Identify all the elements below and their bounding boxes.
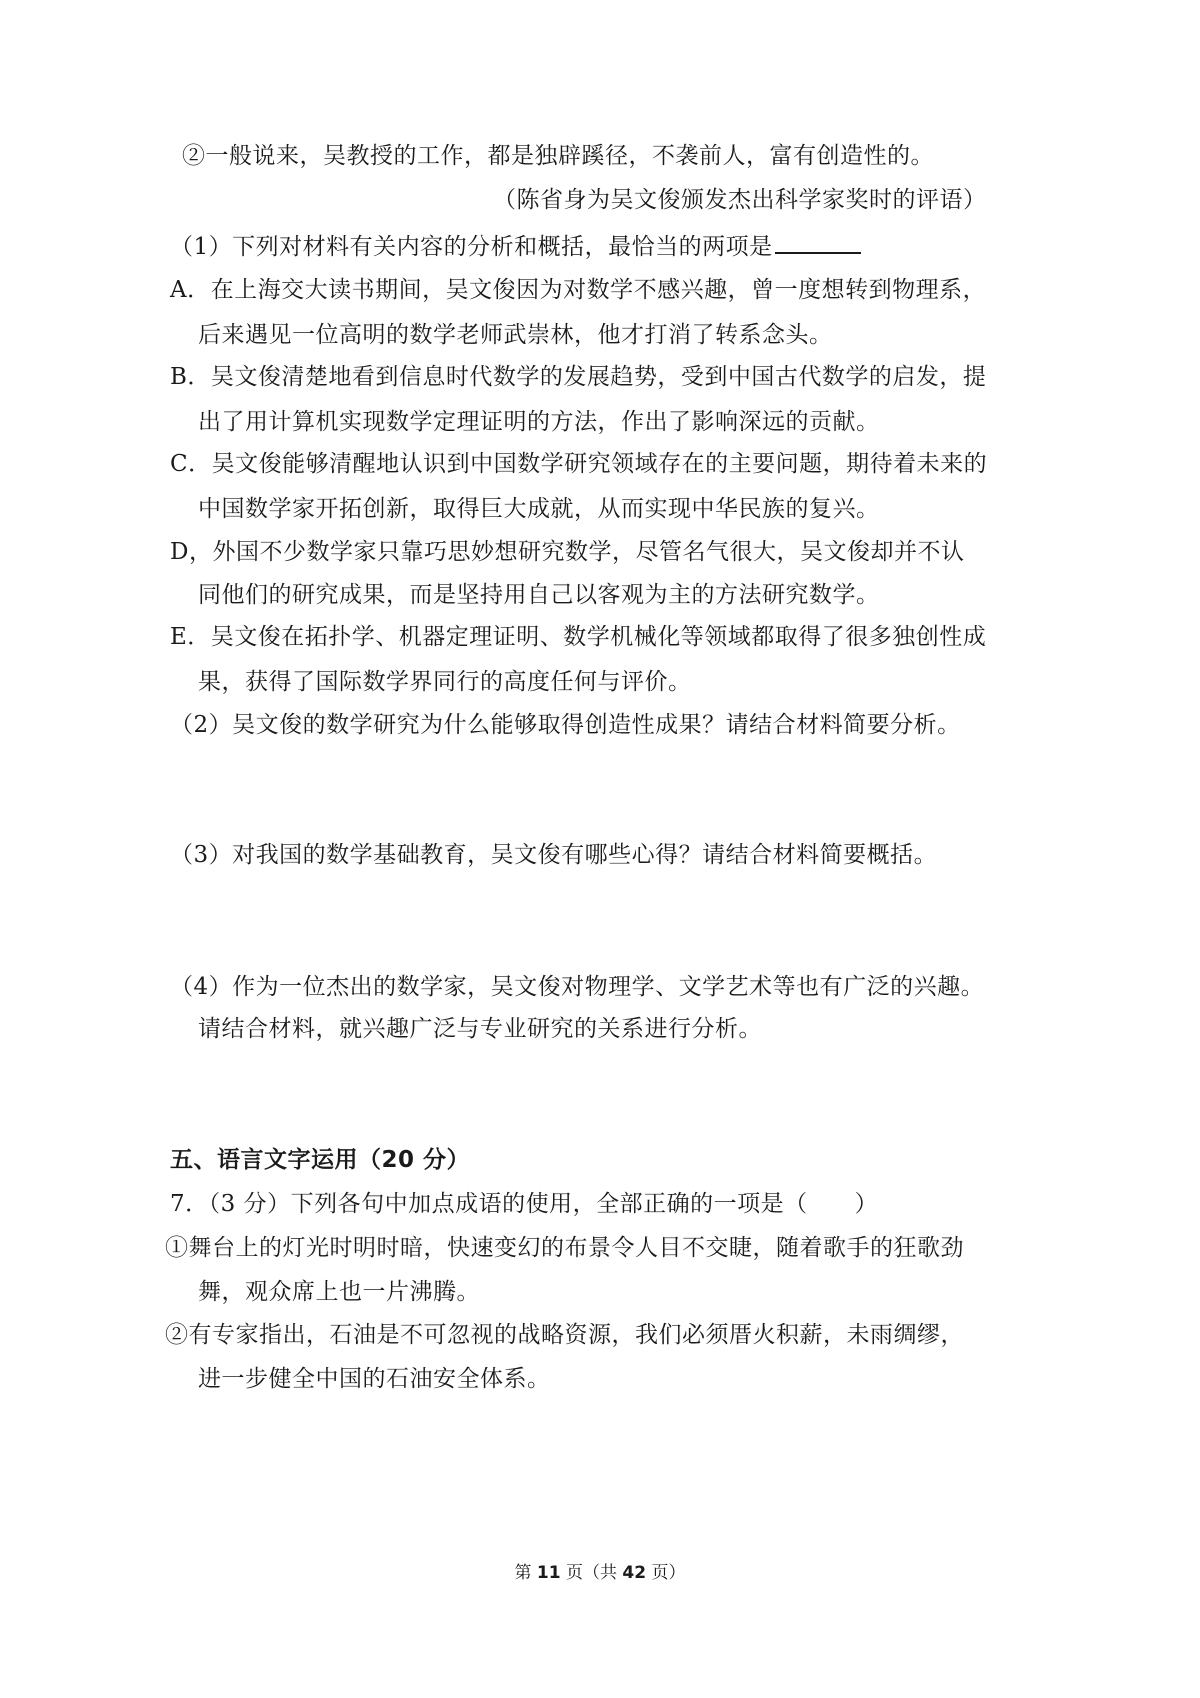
question-7-item-2-line-1: ②有专家指出，石油是不可忽视的战略资源，我们必须厝火积薪，未雨绸缪，: [165, 1322, 964, 1348]
material-quote-2: ②一般说来，吴教授的工作，都是独辟蹊径，不袭前人，富有创造性的。: [182, 143, 934, 169]
question-7-stem: 7．（3 分）下列各句中加点成语的使用，全部正确的一项是（ ）: [170, 1191, 879, 1217]
question-4-line-1: （4）作为一位杰出的数学家，吴文俊对物理学、文学艺术等也有广泛的兴趣。: [170, 974, 985, 1000]
material-attribution: （陈省身为吴文俊颁发杰出科学家奖时的评语）: [493, 187, 987, 213]
question-2: （2）吴文俊的数学研究为什么能够取得创造性成果？请结合材料简要分析。: [170, 712, 961, 738]
option-a-line-1: A．在上海交大读书期间，吴文俊因为对数学不感兴趣，曾一度想转到物理系，: [170, 277, 987, 303]
question-1-stem: [170, 230, 861, 262]
option-e-line-2: 果，获得了国际数学界同行的高度任何与评价。: [198, 669, 692, 695]
option-a-line-2: 后来遇见一位高明的数学老师武崇林，他才打消了转系念头。: [198, 322, 833, 348]
question-3: （3）对我国的数学基础教育，吴文俊有哪些心得？请结合材料简要概括。: [170, 842, 938, 868]
question-4-line-2: 请结合材料，就兴趣广泛与专业研究的关系进行分析。: [198, 1016, 762, 1042]
option-b-line-2: 出了用计算机实现数学定理证明的方法，作出了影响深远的贡献。: [198, 409, 880, 435]
footer-prefix: 第: [514, 1563, 532, 1583]
page-footer: [0, 1562, 1200, 1584]
option-e-line-1: E．吴文俊在拓扑学、机器定理证明、数学机械化等领域都取得了很多独创性成: [170, 624, 987, 650]
footer-page-number: 11: [536, 1563, 561, 1583]
footer-suffix: 页）: [651, 1563, 686, 1583]
section-5-title: 五、语言文字运用（20 分）: [170, 1147, 471, 1173]
option-c-line-2: 中国数学家开拓创新，取得巨大成就，从而实现中华民族的复兴。: [198, 496, 880, 522]
question-1-text: （1）下列对材料有关内容的分析和概括，最恰当的两项是: [170, 234, 773, 260]
question-7-item-1-line-1: ①舞台上的灯光时明时暗，快速变幻的布景令人目不交睫，随着歌手的狂歌劲: [165, 1235, 964, 1261]
question-7-item-1-line-2: 舞，观众席上也一片沸腾。: [198, 1279, 480, 1305]
option-d-line-2: 同他们的研究成果，而是坚持用自己以客观为主的方法研究数学。: [198, 582, 880, 608]
footer-mid: 页（共: [566, 1563, 617, 1583]
footer-total-pages: 42: [622, 1563, 647, 1583]
answer-blank: [775, 230, 861, 254]
option-b-line-1: B．吴文俊清楚地看到信息时代数学的发展趋势，受到中国古代数学的启发，提: [170, 364, 987, 390]
question-7-item-2-line-2: 进一步健全中国的石油安全体系。: [198, 1366, 551, 1392]
option-d-line-1: D，外国不少数学家只靠巧思妙想研究数学，尽管名气很大，吴文俊却并不认: [170, 539, 965, 565]
option-c-line-1: C．吴文俊能够清醒地认识到中国数学研究领域存在的主要问题，期待着未来的: [170, 451, 988, 477]
